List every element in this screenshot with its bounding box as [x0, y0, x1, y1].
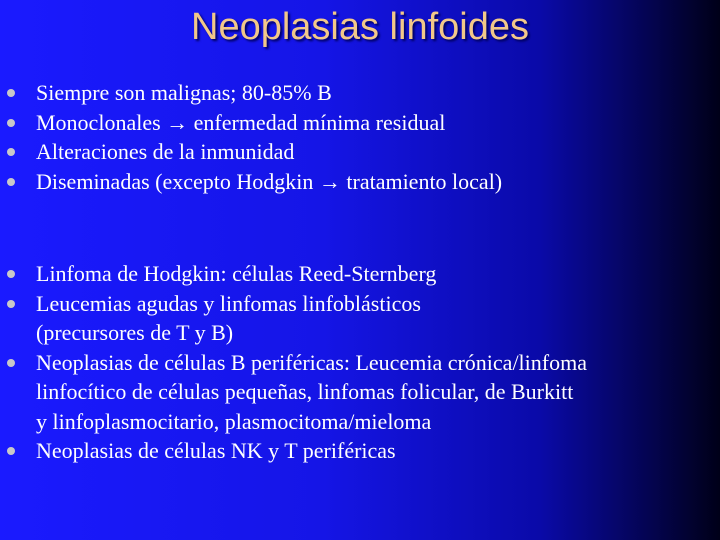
bullet-text: Diseminadas (excepto Hodgkin → tratamiento local)	[36, 168, 503, 194]
bullet-dot-icon	[7, 300, 15, 308]
bullet-text-continuation: y linfoplasmocitario, plasmocitoma/mieloma	[36, 408, 432, 434]
bullet-item	[0, 137, 720, 167]
bullet-dot-icon	[7, 148, 15, 156]
bullet-item	[0, 167, 720, 197]
bullet-item	[0, 78, 720, 108]
bullet-item	[0, 259, 720, 289]
bullet-text-continuation: linfocítico de células pequeñas, linfomas folicular, de Burkitt	[36, 379, 574, 404]
bullet-text: Leucemias agudas y linfomas linfoblásticos	[36, 290, 421, 316]
bullet-dot-icon	[7, 359, 15, 367]
bullet-dot-icon	[7, 178, 15, 186]
slide-title: Neoplasias linfoides	[191, 6, 529, 48]
bullet-item	[0, 436, 720, 466]
bullet-item	[0, 289, 720, 348]
bullet-text-continuation: (precursores de T y B)	[36, 320, 234, 345]
bullet-item	[0, 348, 720, 437]
bullet-item	[0, 108, 720, 138]
bullet-text: Siempre son malignas; 80-85% B	[36, 80, 332, 105]
bullet-text: Neoplasias de células NK y T periféricas	[36, 438, 396, 463]
bullet-list-2	[0, 259, 720, 466]
bullet-dot-icon	[7, 447, 15, 455]
bullet-text: Neoplasias de células B periféricas: Leucemia crónica/linfoma	[36, 349, 587, 375]
bullet-dot-icon	[7, 119, 15, 127]
bullet-list-1	[0, 78, 720, 196]
bullet-text: Linfoma de Hodgkin: células Reed-Sternberg	[36, 261, 437, 286]
bullet-dot-icon	[7, 270, 15, 278]
bullet-text: Monoclonales → enfermedad mínima residual	[36, 109, 446, 135]
bullet-dot-icon	[7, 89, 15, 97]
bullet-text: Alteraciones de la inmunidad	[36, 139, 295, 164]
